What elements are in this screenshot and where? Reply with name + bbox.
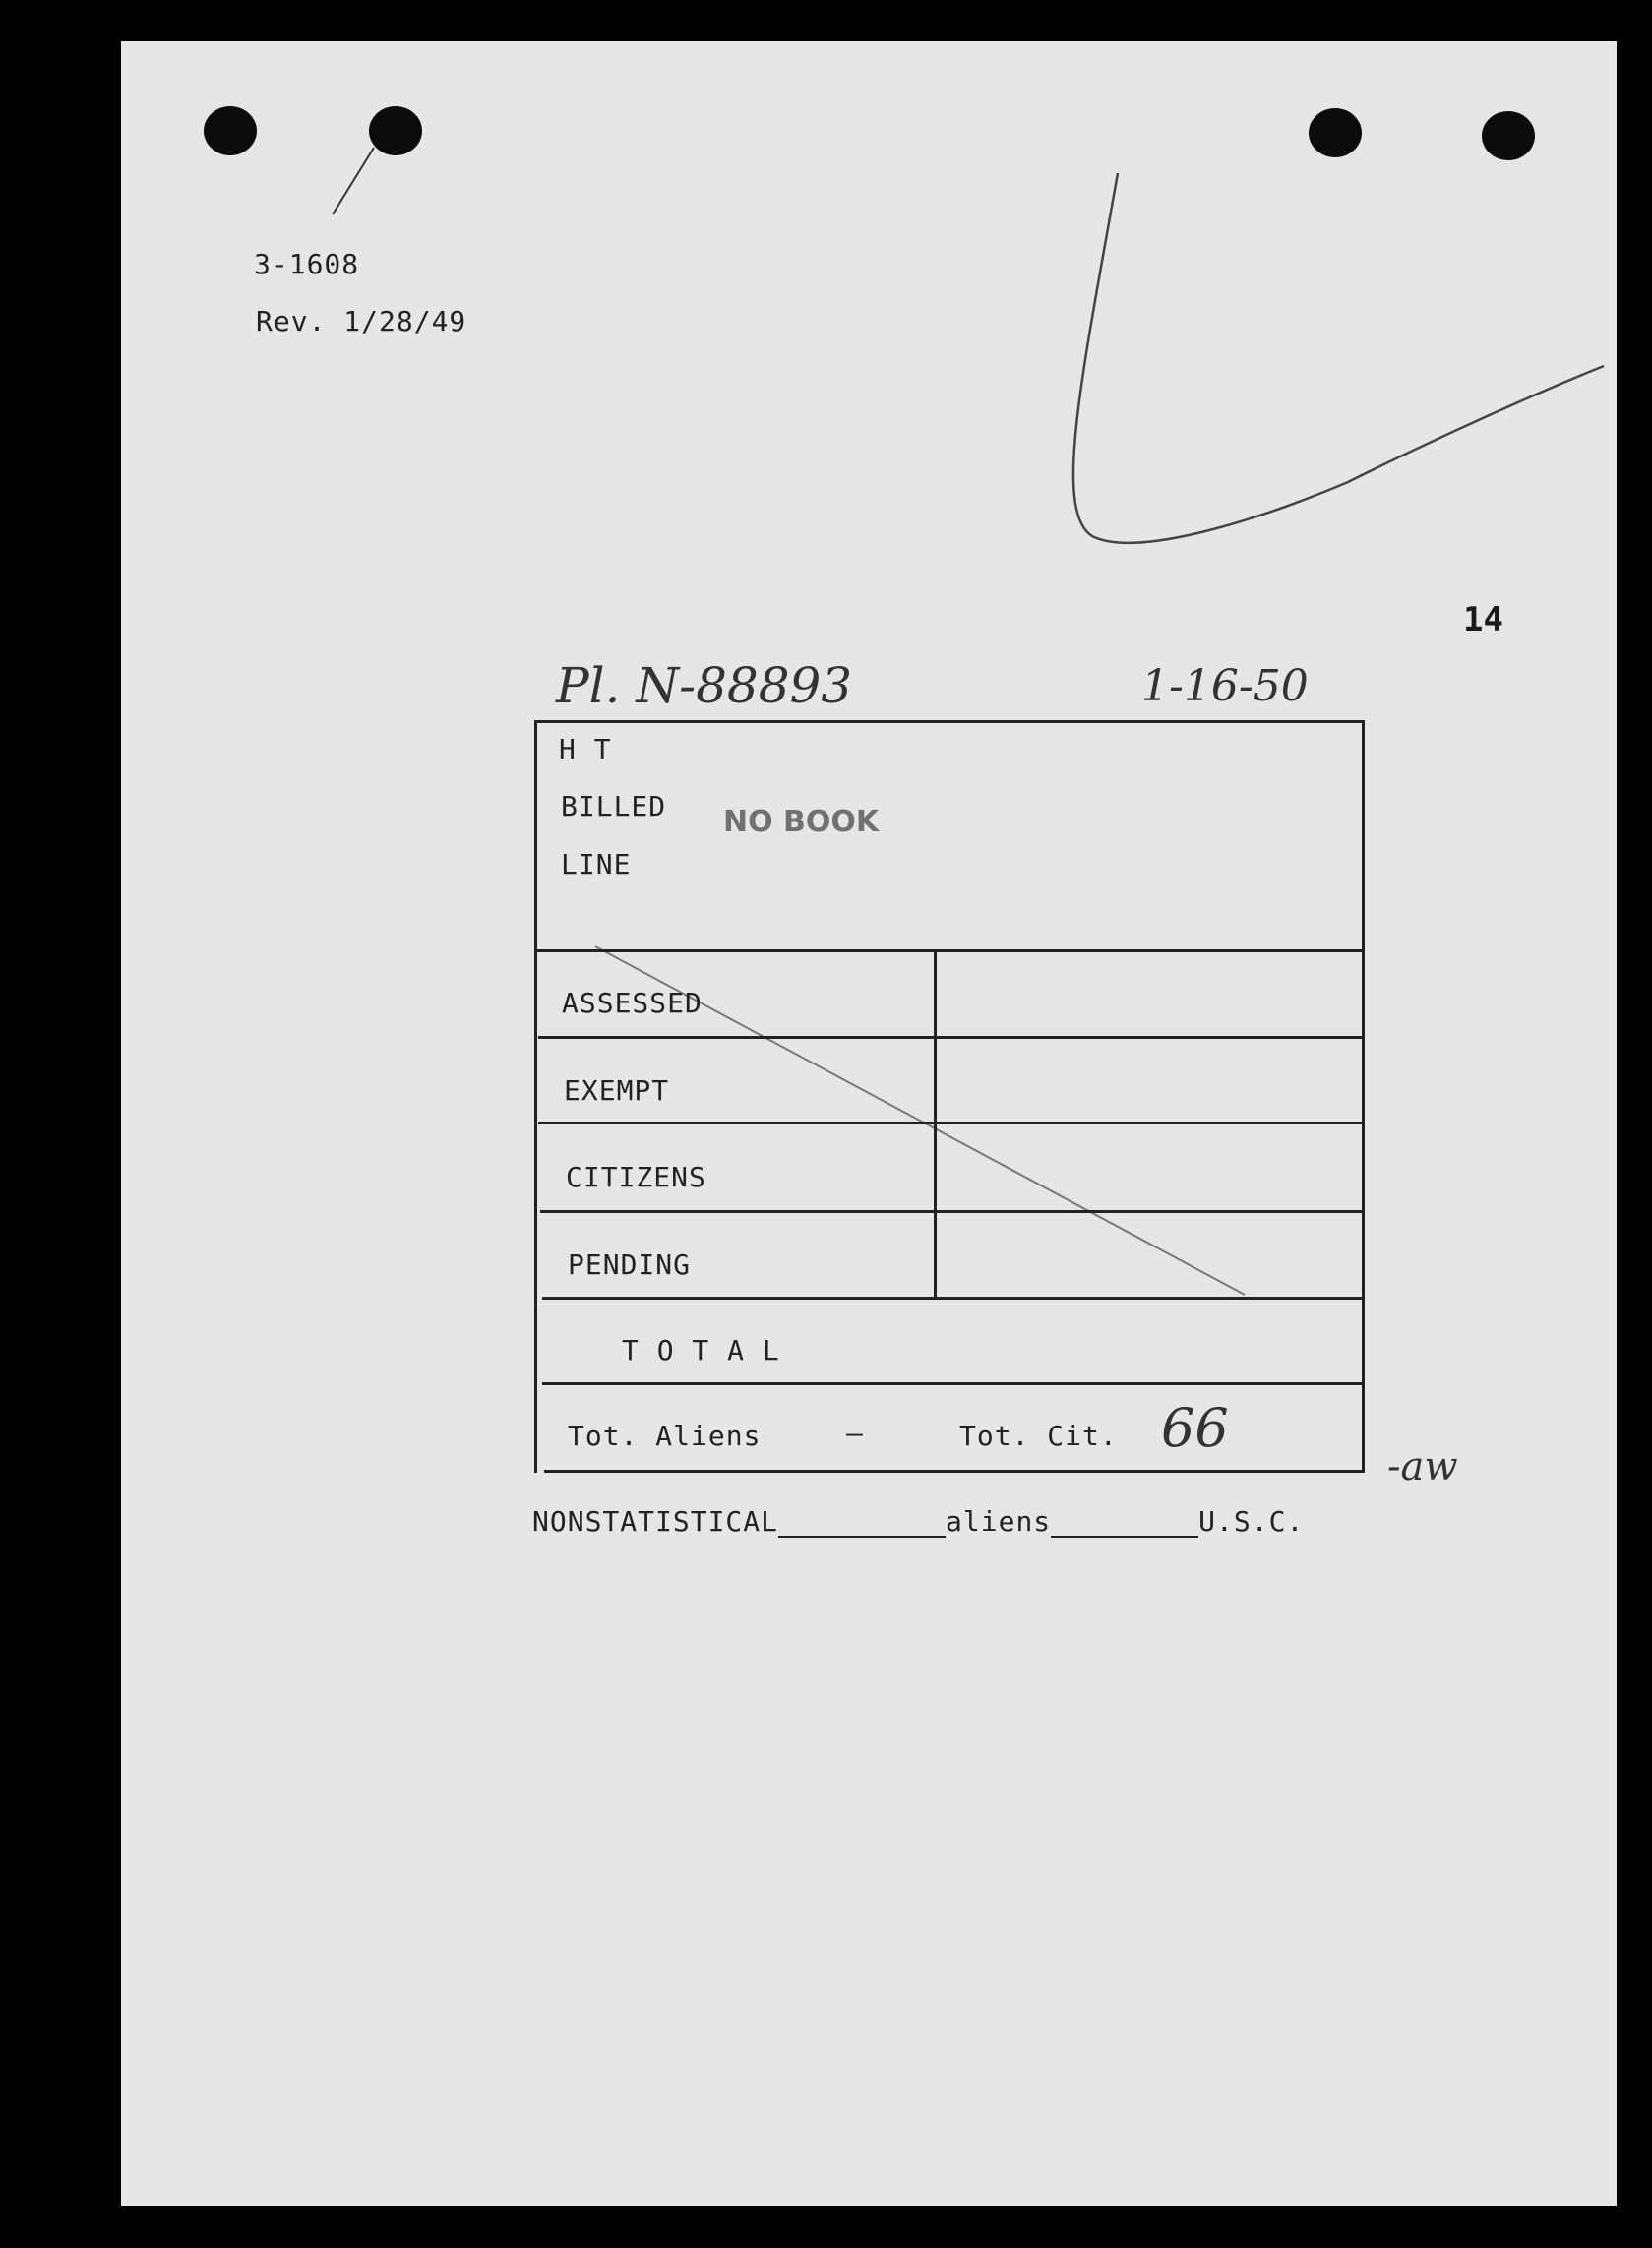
aliens-label: aliens: [946, 1505, 1052, 1538]
tot-cit-label: Tot. Cit.: [959, 1420, 1118, 1452]
nonstatistical-label: NONSTATISTICAL: [532, 1505, 779, 1538]
label-ht: H T: [559, 733, 612, 765]
tot-aliens-label: Tot. Aliens: [568, 1420, 762, 1452]
total-label: T O T A L: [622, 1334, 780, 1367]
handwritten-date: 1-16-50: [1141, 661, 1309, 711]
usc-label: U.S.C.: [1198, 1505, 1305, 1538]
revision-date: Rev. 1/28/49: [256, 305, 467, 337]
page-number: 14: [1463, 600, 1503, 639]
label-line: LINE: [561, 848, 632, 881]
row-label-assessed: ASSESSED: [562, 987, 703, 1019]
tot-aliens-value: —: [846, 1417, 864, 1449]
nonstatistical-line: [532, 1505, 1304, 1538]
stamp-no-book: NO BOOK: [723, 805, 880, 839]
row-label-citizens: CITIZENS: [566, 1161, 706, 1193]
tot-cit-value: 66: [1161, 1397, 1229, 1459]
label-billed: BILLED: [561, 790, 667, 822]
row-label-pending: PENDING: [568, 1248, 692, 1281]
handwritten-reference: Pl. N-88893: [556, 657, 853, 714]
form-number: 3-1608: [254, 248, 360, 280]
usc-blank: [1051, 1510, 1198, 1538]
nonstatistical-blank: [778, 1510, 946, 1538]
handwritten-initials: -aw: [1387, 1444, 1458, 1489]
row-label-exempt: EXEMPT: [564, 1074, 670, 1107]
